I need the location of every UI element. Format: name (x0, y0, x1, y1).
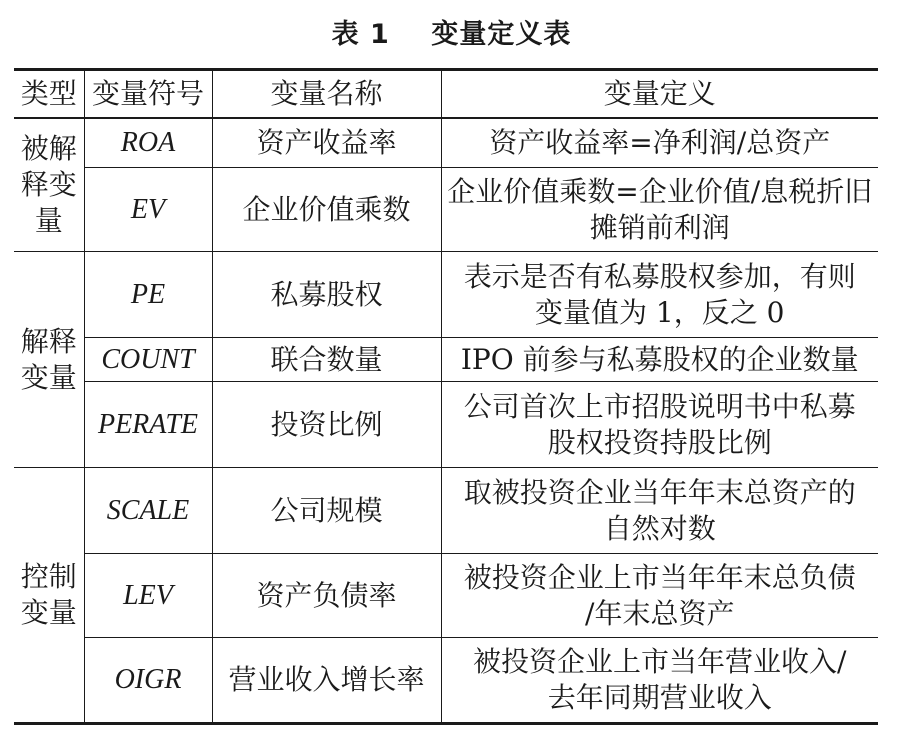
table-row (14, 554, 878, 638)
header-type: 类型 (14, 70, 84, 118)
definition-cell: 被投资企业上市当年营业收入/ 去年同期营业收入 (441, 638, 878, 724)
definition-cell: 表示是否有私募股权参加，有则 变量值为 1，反之 0 (441, 252, 878, 338)
category-cell: 控制 变量 (14, 468, 84, 724)
table-row (14, 168, 878, 252)
name-cell: 投资比例 (212, 382, 441, 468)
symbol-cell: OIGR (84, 638, 212, 724)
name-cell: 资产负债率 (212, 554, 441, 638)
header-name: 变量名称 (212, 70, 441, 118)
table-row (14, 118, 878, 168)
table-row (14, 638, 878, 724)
symbol-cell: ROA (84, 118, 212, 168)
symbol-cell: PERATE (84, 382, 212, 468)
variable-definition-table (14, 68, 878, 725)
header-symbol: 变量符号 (84, 70, 212, 118)
name-cell: 私募股权 (212, 252, 441, 338)
name-cell: 企业价值乘数 (212, 168, 441, 252)
name-cell: 联合数量 (212, 338, 441, 382)
symbol-cell: PE (84, 252, 212, 338)
name-cell: 资产收益率 (212, 118, 441, 168)
definition-cell: 企业价值乘数=企业价值/息税折旧 摊销前利润 (441, 168, 878, 252)
symbol-cell: LEV (84, 554, 212, 638)
table-row (14, 382, 878, 468)
header-row (14, 70, 878, 118)
definition-cell: 资产收益率=净利润/总资产 (441, 118, 878, 168)
name-cell: 营业收入增长率 (212, 638, 441, 724)
symbol-cell: EV (84, 168, 212, 252)
category-cell: 解释 变量 (14, 252, 84, 468)
category-cell: 被解 释变 量 (14, 118, 84, 252)
definition-cell: 取被投资企业当年年末总资产的 自然对数 (441, 468, 878, 554)
table-row (14, 252, 878, 338)
table-row (14, 338, 878, 382)
table-row (14, 468, 878, 554)
table-caption: 表 1 变量定义表 (331, 19, 572, 50)
definition-cell: 公司首次上市招股说明书中私募 股权投资持股比例 (441, 382, 878, 468)
definition-cell: 被投资企业上市当年年末总负债 /年末总资产 (441, 554, 878, 638)
name-cell: 公司规模 (212, 468, 441, 554)
symbol-cell: COUNT (84, 338, 212, 382)
symbol-cell: SCALE (84, 468, 212, 554)
definition-cell: IPO 前参与私募股权的企业数量 (441, 338, 878, 382)
header-definition: 变量定义 (441, 70, 878, 118)
